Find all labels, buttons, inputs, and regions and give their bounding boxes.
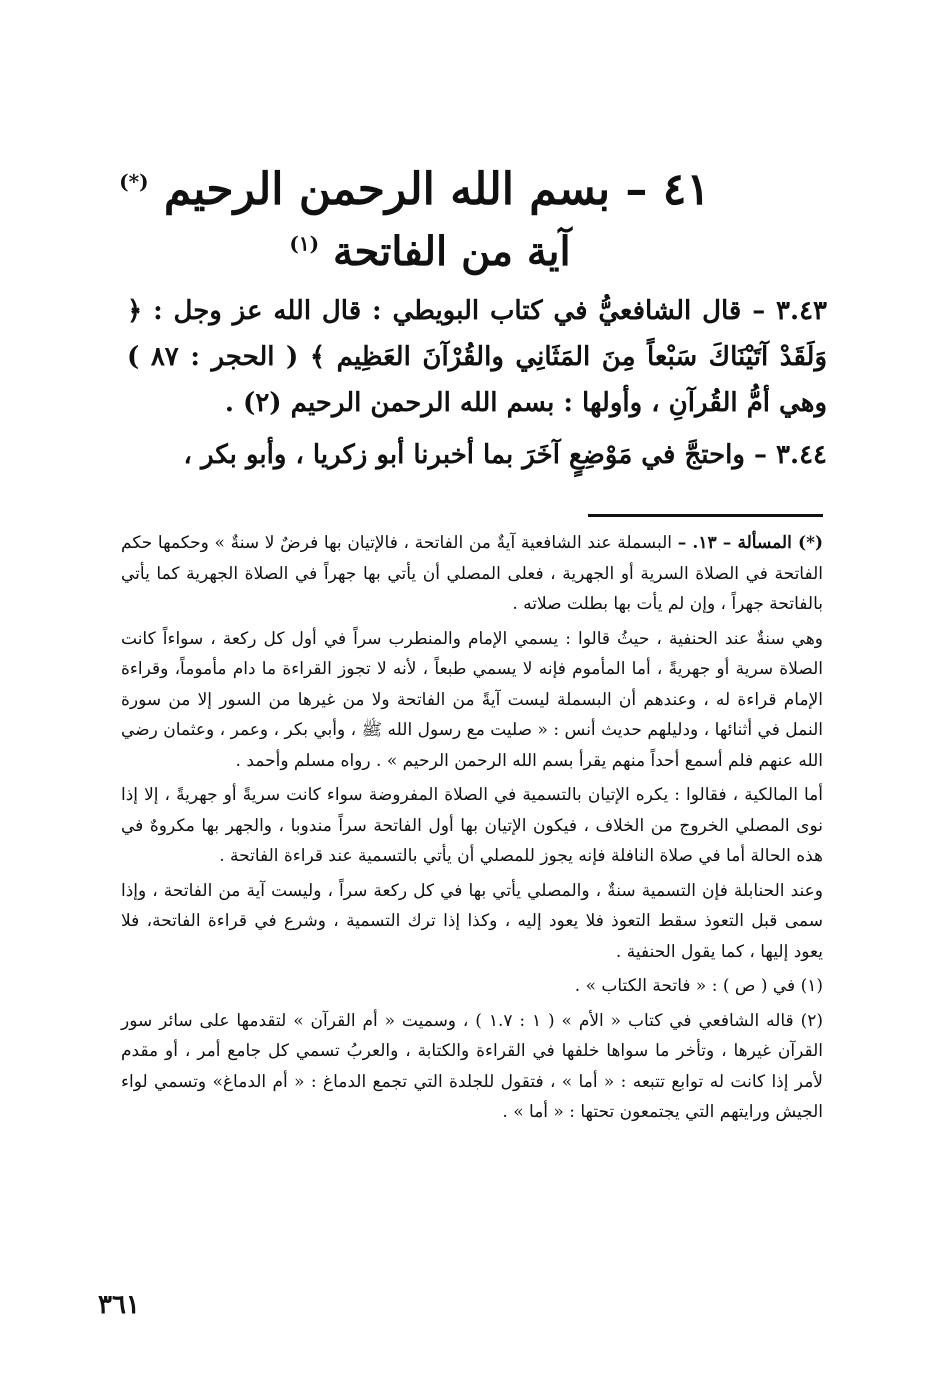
- footnote-hanbali: وعند الحنابلة فإن التسمية سنةٌ ، والمصلي يأتي بها في كل ركعة سراً ، وليست آية من الفاتحة ، وإذا سمى قبل التعوذ سقط التعوذ فلا يعود إليه ، وكذا إذا ترك التسمية ، وشرع في قراءة الفاتحة، فلا يعود إليها ، كما يقول الحنفية .: [121, 880, 823, 962]
- subtitle-footnote-marker: (١): [289, 231, 320, 256]
- footnote-divider: [588, 514, 823, 517]
- footnote-hanafi: وهي سنةٌ عند الحنفية ، حيثُ قالوا : يسمي الإمام والمنطرب سراً في أول كل ركعة ، سواءاً كانت الصلاة سرية أو جهريةً ، أما المأموم فإنه لا يسمي طبعاً ، لأنه لا تجوز القراءة ما دام مأموماً، وقراءة الإمام قراءة له ، وعندهم أن البسملة ليست آيةً من الفاتحة ولا من غيرها من السور إلا من سورة النمل في أثنائها ، ودليلهم حديث أنس : « صليت مع رسول الله ﷺ ، وأبي بكر ، وعمر ، وعثمان رضي الله عنهم فلم أسمع أحداً منهم يقرأ بسم الله الرحمن الرحيم » . رواه مسلم وأحمد .: [121, 628, 823, 771]
- footnote-star-text: البسملة عند الشافعية آيةٌ من الفاتحة ، فالإتيان بها فرضٌ لا سنةٌ » وحكمها حكم الفاتحة في الصلاة السرية أو الجهرية ، فعلى المصلي أن يأتي بها جهراً في الصلاة الجهرية كما يأتي بالفاتحة جهراً ، وإن لم يأت بها بطلت صلاته .: [121, 533, 823, 614]
- footnote-star: [121, 528, 823, 620]
- main-text: [127, 288, 827, 484]
- footnote-1: (١) في ( ص ) : « فاتحة الكتاب » .: [574, 976, 823, 996]
- paragraph-3-43: ٣.٤٣ – قال الشافعيُّ في كتاب البويطي : قال الله عز وجل : ﴿ وَلَقَدْ آتَيْنَاكَ سَبْعاً مِنَ المَثَانِي والقُرْآنَ العَظِيم ﴾ ( الحجر : ٨٧ ) وهي أمُّ القُرآنِ ، وأولها : بسم الله الرحمن الرحيم (٢) .: [127, 296, 827, 418]
- footnote-star-heading: (*) المسألة – ١٣. –: [677, 533, 824, 553]
- chapter-subtitle: [150, 222, 710, 282]
- paragraph-3-44: ٣.٤٤ – واحتجَّ في مَوْضِعٍ آخَرَ بما أخبرنا أبو زكريا ، وأبو بكر ،: [183, 440, 827, 470]
- chapter-subtitle-text: آية من الفاتحة: [333, 228, 571, 275]
- page-number: ٣٦١: [98, 1290, 140, 1320]
- footnote-2: (٢) قاله الشافعي في كتاب « الأم » ( ١ : ١.٧ ) ، وسميت « أم القرآن » لتقدمها على سائر سور القرآن غيرها ، وتأخر ما سواها خلفها في القراءة والكتابة ، والعربُ تسمي كل جامع أمر ، أو مقدم لأمر إذا كانت له توابع تتبعه : « أما » ، فتقول للجلدة التي تجمع الدماغ : « أم الدماغ» وتسمي لواء الجيش ورايتهم التي يجتمعون تحتها : « أما » .: [121, 1010, 823, 1122]
- chapter-heading: [119, 158, 710, 282]
- chapter-title-text: ٤١ – بسم الله الرحمن الرحيم: [163, 164, 710, 215]
- footnotes: [121, 528, 823, 1132]
- footnote-maliki: أما المالكية ، فقالوا : يكره الإتيان بالتسمية في الصلاة المفروضة سواء كانت سريةً أو جهريةً ، إلا إذا نوى المصلي الخروج من الخلاف ، فيكون الإتيان بها أول الفاتحة سراً مندوبا ، والجهر بها مكروهٌ في هذه الحالة أما في صلاة النافلة فإنه يجوز للمصلي أن يأتي بالتسمية عند قراءة الفاتحة .: [121, 785, 823, 866]
- chapter-title: [119, 158, 710, 222]
- title-footnote-marker: (*): [119, 169, 149, 194]
